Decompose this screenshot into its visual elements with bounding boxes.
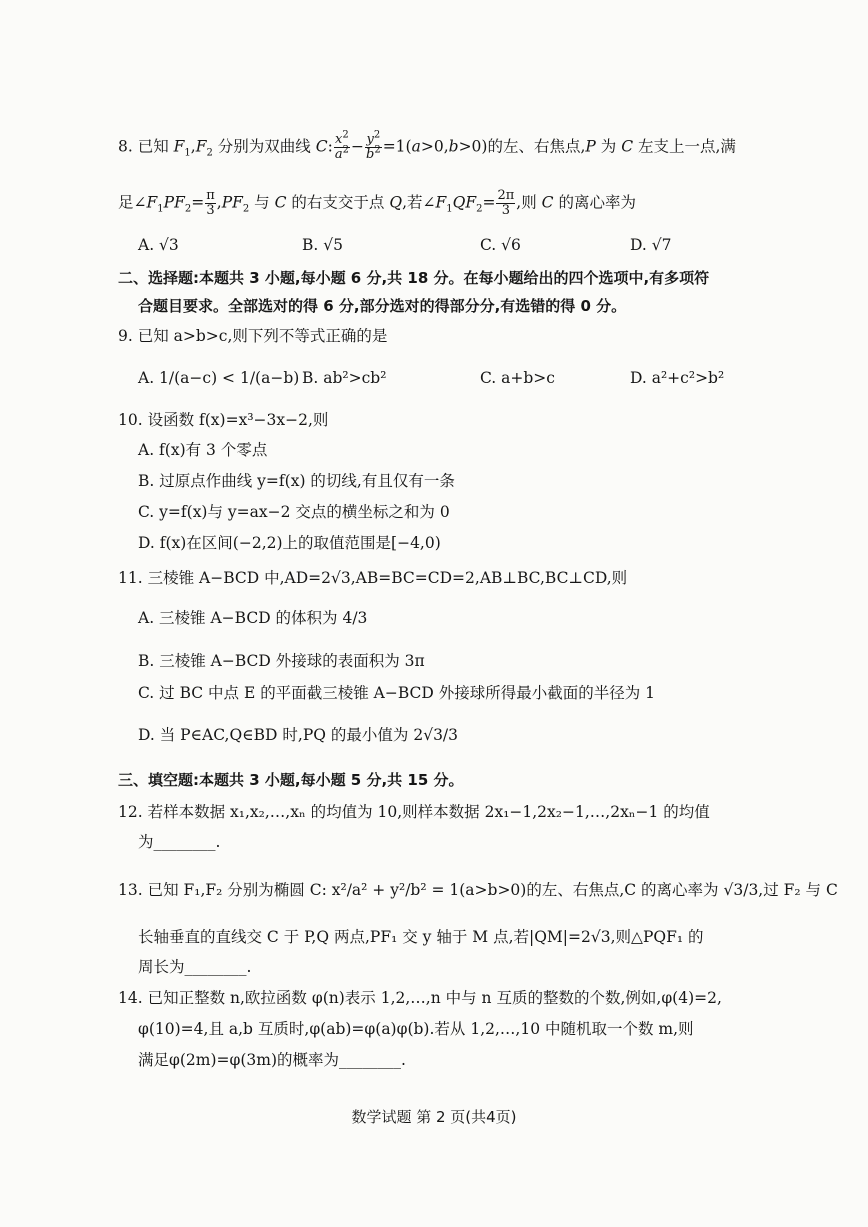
q13-line-1	[118, 880, 838, 900]
page-footer: 数学试题 第 2 页(共4页)	[351, 1108, 517, 1126]
q9-option-d: D. a²+c²>b²	[630, 369, 725, 387]
q12-line-2: 为________.	[138, 833, 221, 851]
section2-heading-line-1: 二、选择题:本题共 3 小题,每小题 6 分,共 18 分。在每小题给出的四个选项中,有多项符	[118, 269, 710, 287]
q10-option-d: D. f(x)在区间(−2,2)上的取值范围是[−4,0)	[138, 534, 441, 552]
q13-line-3: 周长为________.	[138, 958, 252, 976]
q13-line-2: 长轴垂直的直线交 C 于 P,Q 两点,PF₁ 交 y 轴于 M 点,若|QM|=2√3,则△PQF₁ 的	[138, 928, 704, 946]
q11-option-d: D. 当 P∈AC,Q∈BD 时,PQ 的最小值为 2√3/3	[138, 726, 459, 744]
q11-option-b: B. 三棱锥 A−BCD 外接球的表面积为 3π	[138, 652, 425, 670]
section2-heading-line-2: 合题目要求。全部选对的得 6 分,部分选对的得部分分,有选错的得 0 分。	[138, 297, 627, 315]
q13-number: 13.	[118, 881, 143, 899]
q9-stem	[118, 326, 387, 346]
q11-option-c: C. 过 BC 中点 E 的平面截三棱锥 A−BCD 外接球所得最小截面的半径为 1	[138, 684, 656, 702]
q12-line-1	[118, 802, 710, 822]
section3-heading: 三、填空题:本题共 3 小题,每小题 5 分,共 15 分。	[118, 771, 464, 789]
q8-line-2: 足$\angle F_1PF_2=$ $\frac{\pi}{3}$ $,PF_2$ 与 C 的右支交于点 Q,若$\angle F_1QF_2=$ $\frac{2\pi}{3}$ ,则 C 的离心率为	[118, 188, 636, 218]
q10-number: 10.	[118, 411, 143, 429]
q14-text-1: 已知正整数 n,欧拉函数 φ(n)表示 1,2,…,n 中与 n 互质的整数的个数,例如,φ(4)=2,	[147, 989, 722, 1007]
q9-option-b: B. ab²>cb²	[302, 369, 387, 387]
q14-line-1	[118, 988, 722, 1008]
q8-option-b: B. √5	[302, 236, 343, 254]
q12-number: 12.	[118, 803, 143, 821]
q9-number: 9.	[118, 327, 133, 345]
q11-stem	[118, 568, 627, 588]
q13-text-1: 已知 F₁,F₂ 分别为椭圆 C: x²/a² + y²/b² = 1(a>b>0)的左、右焦点,C 的离心率为 √3/3,过 F₂ 与 C	[147, 881, 838, 899]
q10-stem	[118, 410, 328, 430]
q8-option-a: A. √3	[138, 236, 179, 254]
q11-number: 11.	[118, 569, 143, 587]
q14-line-2: φ(10)=4,且 a,b 互质时,φ(ab)=φ(a)φ(b).若从 1,2,…,10 中随机取一个数 m,则	[138, 1020, 694, 1038]
q11-option-a: A. 三棱锥 A−BCD 的体积为 4/3	[138, 609, 368, 627]
q9-option-a: A. 1/(a−c) < 1/(a−b)	[138, 369, 300, 387]
q9-text: 已知 a>b>c,则下列不等式正确的是	[137, 327, 388, 345]
q10-text: 设函数 f(x)=x³−3x−2,则	[147, 411, 329, 429]
q8-option-d: D. √7	[630, 236, 672, 254]
q10-option-c: C. y=f(x)与 y=ax−2 交点的横坐标之和为 0	[138, 503, 450, 521]
q14-number: 14.	[118, 989, 143, 1007]
q9-option-c: C. a+b>c	[480, 369, 555, 387]
q12-text-1: 若样本数据 x₁,x₂,…,xₙ 的均值为 10,则样本数据 2x₁−1,2x₂−1,…,2xₙ−1 的均值	[147, 803, 710, 821]
q14-line-3: 满足φ(2m)=φ(3m)的概率为________.	[138, 1051, 406, 1069]
q11-text: 三棱锥 A−BCD 中,AD=2√3,AB=BC=CD=2,AB⊥BC,BC⊥CD,则	[147, 569, 628, 587]
q10-option-b: B. 过原点作曲线 y=f(x) 的切线,有且仅有一条	[138, 472, 455, 490]
q8-option-c: C. √6	[480, 236, 521, 254]
q8-number: 8.	[118, 137, 133, 156]
q10-option-a: A. f(x)有 3 个零点	[138, 441, 268, 459]
q8-line-1: 8. 已知 $F_1,F_2$ 分别为双曲线 C: $\frac{x^2}{a^2}$ − $\frac{y^2}{b^2}$ =1(a>0,b>0)的左、右焦点,P 为 C 左支上一点,满	[118, 129, 736, 162]
